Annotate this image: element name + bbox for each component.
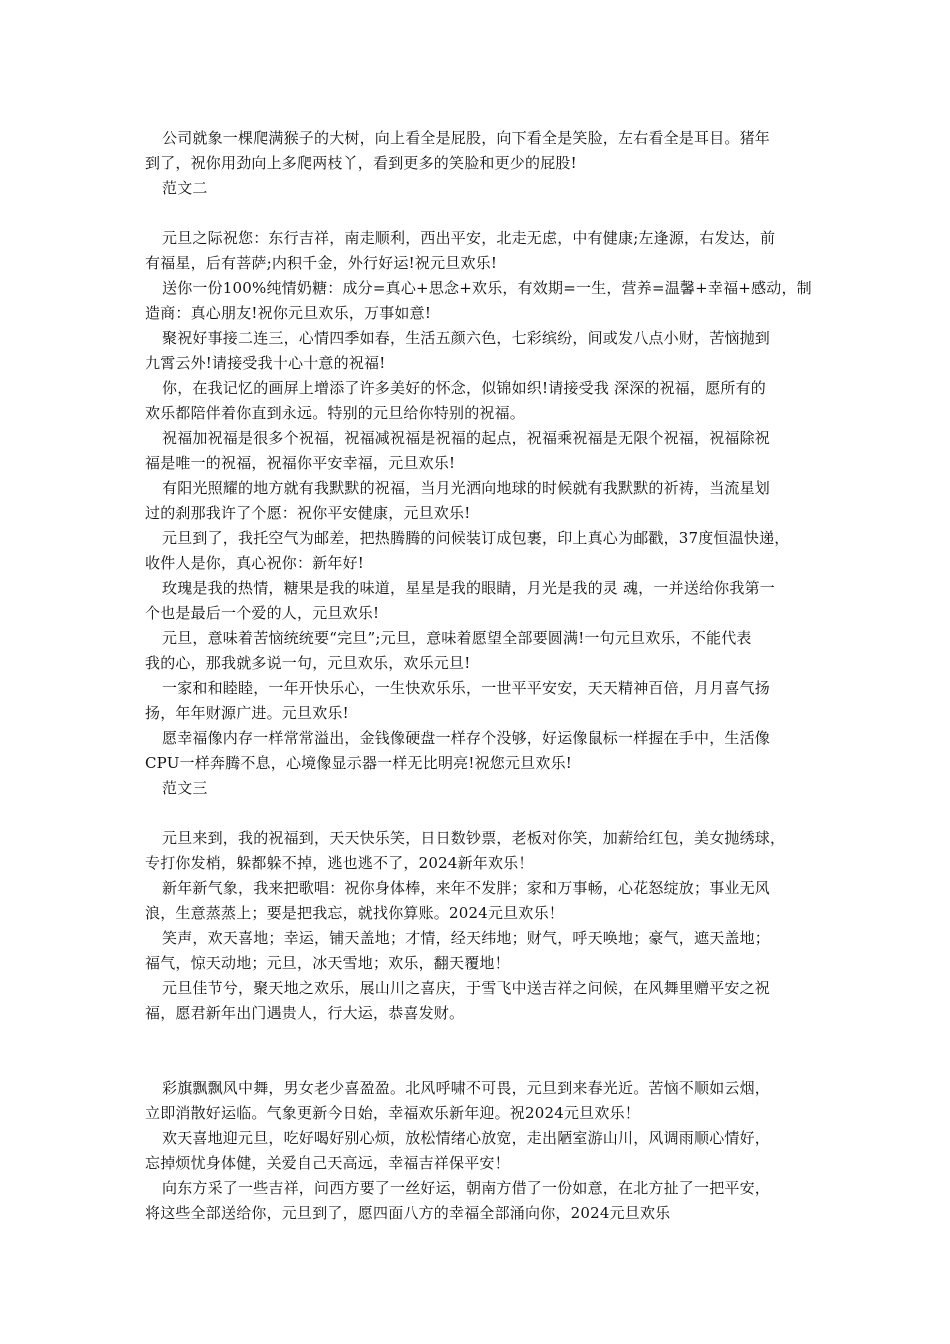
paragraph-line: 有阳光照耀的地方就有我默默的祝福，当月光洒向地球的时候就有我默默的祈祷，当流星划	[162, 479, 771, 497]
paragraph-line: 玫瑰是我的热情，糖果是我的味道，星星是我的眼睛，月光是我的灵 魂，一并送给你我第一	[162, 579, 775, 597]
paragraph-line: 公司就象一棵爬满猴子的大树，向上看全是屁股，向下看全是笑脸，左右看全是耳目。猪年	[162, 129, 771, 147]
paragraph-line: 福是唯一的祝福，祝福你平安幸福，元旦欢乐!	[145, 454, 456, 472]
paragraph-line: 聚祝好事接二连三，心情四季如春，生活五颜六色，七彩缤纷，间或发八点小财，苦恼抛到	[162, 329, 771, 347]
paragraph-line: 元旦，意味着苦恼统统要“完旦”;元旦，意味着愿望全部要圆满!一句元旦欢乐，不能代表	[162, 629, 752, 647]
paragraph-line: 祝福加祝福是很多个祝福，祝福减祝福是祝福的起点，祝福乘祝福是无限个祝福，祝福除祝	[162, 429, 771, 447]
paragraph-line: 一家和和睦睦，一年开快乐心，一生快欢乐乐，一世平平安安，天天精神百倍，月月喜气扬	[162, 679, 771, 697]
paragraph-line: 欢乐都陪伴着你直到永远。特别的元旦给你特别的祝福。	[145, 404, 526, 422]
paragraph-line: 彩旗飘飘风中舞，男女老少喜盈盈。北风呼啸不可畏，元旦到来春光近。苦恼不顺如云烟，	[162, 1079, 771, 1097]
paragraph-line: 扬，年年财源广进。元旦欢乐!	[145, 704, 349, 722]
paragraph-line: 元旦之际祝您：东行吉祥，南走顺利，西出平安，北走无虑，中有健康;左逢源，右发达，前	[162, 229, 776, 247]
paragraph-line: 福，愿君新年出门遇贵人，行大运，恭喜发财。	[145, 1004, 465, 1022]
paragraph-line: 个也是最后一个爱的人，元旦欢乐!	[145, 604, 380, 622]
paragraph-line: 过的刹那我许了个愿：祝你平安健康，元旦欢乐!	[145, 504, 471, 522]
paragraph-line: 送你一份100%纯情奶糖：成分=真心+思念+欢乐，有效期=一生，营养=温馨+幸福+感动，制	[162, 279, 812, 297]
paragraph-line: 元旦来到，我的祝福到，天天快乐笑，日日数钞票，老板对你笑，加薪给红包，美女抛绣球，	[162, 829, 786, 847]
paragraph-line: 你，在我记忆的画屏上增添了许多美好的怀念，似锦如织!请接受我 深深的祝福，愿所有的	[162, 379, 766, 397]
paragraph-line: 有福星，后有菩萨;内积千金，外行好运!祝元旦欢乐!	[145, 254, 498, 272]
paragraph-line: 元旦佳节兮，聚天地之欢乐，展山川之喜庆，于雪飞中送吉祥之问候，在风舞里赠平安之祝	[162, 979, 771, 997]
paragraph-line: 笑声，欢天喜地；幸运，铺天盖地；才情，经天纬地；财气，呼天唤地；豪气，遮天盖地；	[162, 929, 771, 947]
paragraph-line: 愿幸福像内存一样常常溢出，金钱像硬盘一样存个没够，好运像鼠标一样握在手中，生活像	[162, 729, 771, 747]
paragraph-line: 收件人是你，真心祝你：新年好!	[145, 554, 365, 572]
section-heading: 范文三	[162, 779, 208, 797]
paragraph-line: 向东方采了一些吉祥，问西方要了一丝好运，朝南方借了一份如意，在北方扯了一把平安，	[162, 1179, 771, 1197]
paragraph-line: 造商：真心朋友!祝你元旦欢乐，万事如意!	[145, 304, 432, 322]
paragraph-line: CPU一样奔腾不息，心境像显示器一样无比明亮!祝您元旦欢乐!	[145, 754, 573, 772]
paragraph-line: 立即消散好运临。气象更新今日始，幸福欢乐新年迎。祝2024元旦欢乐！	[145, 1104, 640, 1122]
section-heading: 范文二	[162, 179, 208, 197]
paragraph-line: 我的心，那我就多说一句，元旦欢乐，欢乐元旦!	[145, 654, 471, 672]
paragraph-line: 欢天喜地迎元旦，吃好喝好别心烦，放松情绪心放宽，走出陋室游山川，风调雨顺心情好，	[162, 1129, 771, 1147]
paragraph-line: 忘掉烦忧身体健，关爱自己天高远，幸福吉祥保平安！	[145, 1154, 510, 1172]
paragraph-line: 到了，祝你用劲向上多爬两枝丫，看到更多的笑脸和更少的屁股!	[145, 154, 577, 172]
paragraph-line: 新年新气象，我来把歌唱：祝你身体棒，来年不发胖；家和万事畅，心花怒绽放；事业无风	[162, 879, 771, 897]
paragraph-line: 九霄云外!请接受我十心十意的祝福!	[145, 354, 386, 372]
paragraph-line: 浪，生意蒸蒸上；要是把我忘，就找你算账。2024元旦欢乐！	[145, 904, 564, 922]
paragraph-line: 将这些全部送给你，元旦到了，愿四面八方的幸福全部涌向你，2024元旦欢乐	[145, 1204, 671, 1222]
paragraph-line: 福气，惊天动地；元旦，冰天雪地；欢乐，翻天覆地！	[145, 954, 510, 972]
paragraph-line: 元旦到了，我托空气为邮差，把热腾腾的问候装订成包裹，印上真心为邮戳，37度恒温快递，	[162, 529, 790, 547]
paragraph-line: 专打你发梢，躲都躲不掉，逃也逃不了，2024新年欢乐！	[145, 854, 534, 872]
